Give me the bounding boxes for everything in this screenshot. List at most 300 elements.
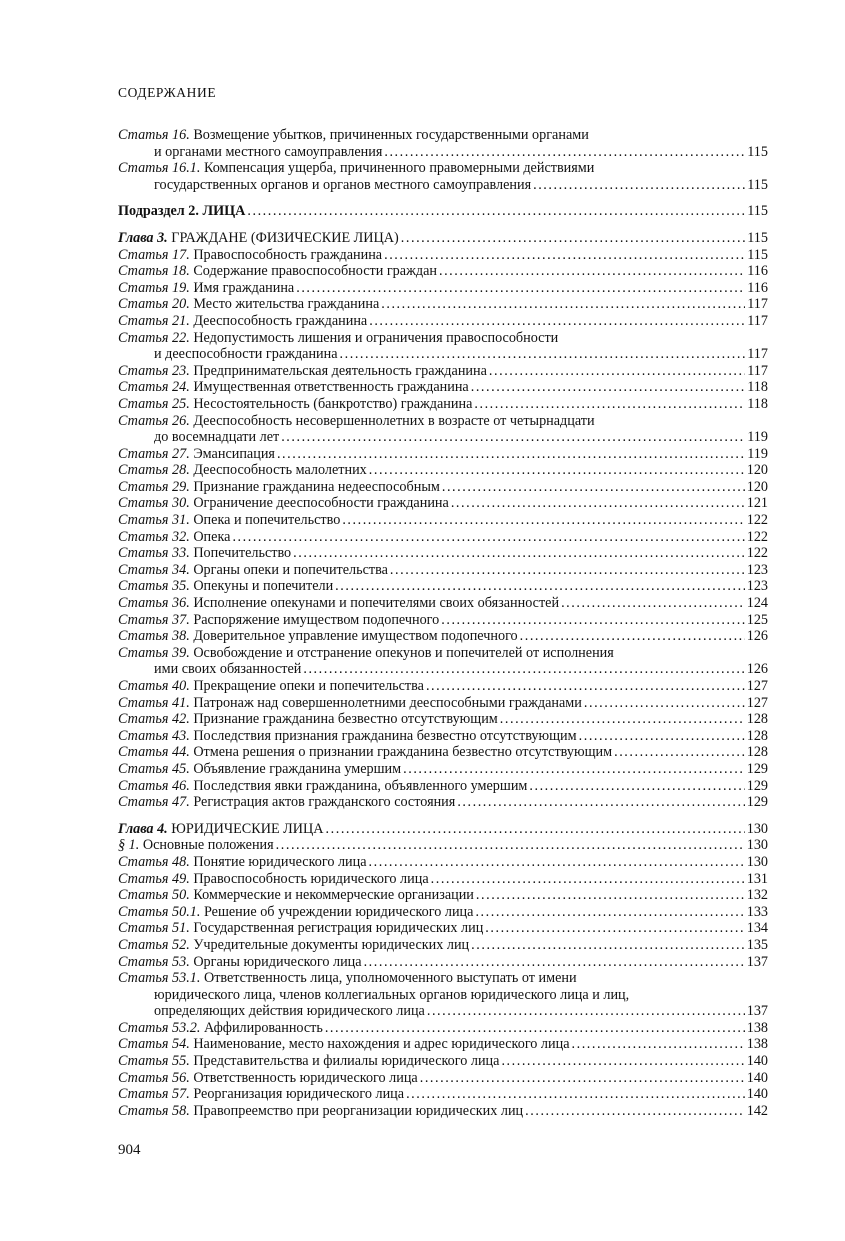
entry-page-number: 125 xyxy=(746,611,768,628)
entry-page-number: 119 xyxy=(747,429,768,446)
entry-title: Основные положения xyxy=(142,837,274,854)
toc-line xyxy=(118,645,768,662)
dot-leader xyxy=(572,1036,745,1053)
entry-page-number: 140 xyxy=(746,1053,768,1070)
toc-line xyxy=(118,545,768,562)
entry-page-number: 118 xyxy=(747,395,768,412)
toc-entry[interactable] xyxy=(118,462,768,479)
toc-line xyxy=(118,695,768,712)
dot-leader xyxy=(384,144,745,161)
entry-label: Статья 48. xyxy=(118,853,190,870)
toc-entry[interactable] xyxy=(118,413,768,446)
entry-title: Ответственность лица, уполномоченного выступать от имени xyxy=(203,970,577,987)
entry-title: Регистрация актов гражданского состояния xyxy=(193,794,456,811)
toc-line xyxy=(118,778,768,795)
toc-entry[interactable] xyxy=(118,628,768,645)
dot-leader xyxy=(281,429,745,446)
dot-leader xyxy=(381,296,745,313)
entry-title: Ответственность юридического лица xyxy=(193,1069,418,1086)
dot-leader xyxy=(427,1003,745,1020)
entry-title: Органы опеки и попечительства xyxy=(193,561,388,578)
toc-line xyxy=(118,904,768,921)
entry-title: Представительства и филиалы юридического лица xyxy=(193,1053,500,1070)
entry-page-number: 138 xyxy=(746,1019,768,1036)
entry-title: Возмещение убытков, причиненных государственными органами xyxy=(193,127,589,143)
entry-title: Коммерческие и некоммерческие организации xyxy=(193,887,474,904)
entry-page-number: 122 xyxy=(746,512,768,529)
toc-entry[interactable] xyxy=(118,920,768,937)
entry-title: Патронаж над совершеннолетними дееспособными гражданами xyxy=(193,694,582,711)
entry-label: Статья 43. xyxy=(118,727,190,744)
entry-title: Органы юридического лица xyxy=(193,953,362,970)
toc-entry[interactable] xyxy=(118,794,768,811)
toc-line xyxy=(118,330,768,347)
toc-line xyxy=(118,203,768,220)
toc-line xyxy=(118,987,768,1004)
toc-entry[interactable] xyxy=(118,578,768,595)
toc-entry[interactable] xyxy=(118,545,768,562)
entry-label: Статья 37. xyxy=(118,611,190,628)
entry-label: Статья 52. xyxy=(118,936,190,953)
entry-label: Статья 23. xyxy=(118,362,190,379)
dot-leader xyxy=(369,854,745,871)
entry-title: Аффилированность xyxy=(203,1019,323,1036)
toc-line xyxy=(118,462,768,479)
entry-title: государственных органов и органов местного самоуправления xyxy=(154,176,532,193)
toc-line xyxy=(118,612,768,629)
entry-page-number: 140 xyxy=(746,1069,768,1086)
toc-entry[interactable] xyxy=(118,1103,768,1120)
page-number: 904 xyxy=(118,1142,141,1158)
entry-page-number: 132 xyxy=(746,887,768,904)
entry-title: и органами местного самоуправления xyxy=(154,143,383,160)
toc-line xyxy=(118,628,768,645)
entry-title: Прекращение опеки и попечительства xyxy=(193,678,424,694)
toc-entry[interactable] xyxy=(118,728,768,745)
dot-leader xyxy=(501,1053,744,1070)
entry-title: Имущественная ответственность гражданина xyxy=(193,379,469,396)
entry-label: Статья 47. xyxy=(118,794,190,811)
entry-page-number: 137 xyxy=(746,953,768,970)
toc-entry[interactable] xyxy=(118,612,768,629)
dot-leader xyxy=(500,711,745,728)
toc-line xyxy=(118,794,768,811)
entry-label: Статья 28. xyxy=(118,462,190,479)
entry-title: Решение об учреждении юридического лица xyxy=(203,903,474,920)
toc-line xyxy=(118,887,768,904)
entry-page-number: 115 xyxy=(747,176,768,193)
entry-title: Опека и попечительство xyxy=(193,512,341,529)
dot-leader xyxy=(520,628,745,645)
toc-entry[interactable] xyxy=(118,263,768,280)
entry-page-number: 115 xyxy=(747,143,768,160)
entry-title: Предпринимательская деятельность гражданина xyxy=(193,362,487,379)
dot-leader xyxy=(489,363,745,380)
entry-title: Учредительные документы юридических лиц xyxy=(193,936,470,953)
entry-page-number: 128 xyxy=(746,711,768,728)
dot-leader xyxy=(401,230,745,247)
entry-label: Статья 36. xyxy=(118,595,190,612)
entry-page-number: 120 xyxy=(746,462,768,479)
entry-page-number: 126 xyxy=(746,661,768,678)
toc-entry[interactable] xyxy=(118,379,768,396)
toc-line xyxy=(118,871,768,888)
toc-line xyxy=(118,970,768,987)
toc-line xyxy=(118,346,768,363)
toc-entry[interactable] xyxy=(118,280,768,297)
entry-title: Объявление гражданина умершим xyxy=(193,760,402,777)
toc-line xyxy=(118,854,768,871)
entry-title: Попечительство xyxy=(193,545,292,562)
entry-label: Статья 42. xyxy=(118,711,190,728)
toc-entry[interactable] xyxy=(118,512,768,529)
toc-line xyxy=(118,661,768,678)
toc-entry[interactable] xyxy=(118,887,768,904)
entry-title: Имя гражданина xyxy=(193,279,295,296)
entry-label: Статья 35. xyxy=(118,578,190,595)
entry-title: юридического лица, членов коллегиальных органов юридического лица и лиц, xyxy=(154,986,630,1003)
toc-entry[interactable] xyxy=(118,313,768,330)
entry-page-number: 115 xyxy=(747,203,768,220)
entry-title: Понятие юридического лица xyxy=(193,853,367,870)
table-of-contents xyxy=(118,127,768,1119)
entry-title: Государственная регистрация юридических лиц xyxy=(193,920,484,937)
entry-page-number: 130 xyxy=(746,820,768,837)
toc-entry[interactable] xyxy=(118,970,768,1020)
dot-leader xyxy=(614,744,745,761)
toc-line xyxy=(118,413,768,430)
toc-line xyxy=(118,837,768,854)
entry-page-number: 137 xyxy=(746,1003,768,1020)
entry-title: Доверительное управление имуществом подопечного xyxy=(193,628,518,645)
entry-title: Опекуны и попечители xyxy=(193,578,334,595)
dot-leader xyxy=(476,887,745,904)
dot-leader xyxy=(533,177,745,194)
entry-label: Статья 34. xyxy=(118,561,190,578)
toc-entry[interactable] xyxy=(118,1086,768,1103)
toc-line xyxy=(118,363,768,380)
entry-page-number: 119 xyxy=(747,445,768,462)
entry-label: Статья 30. xyxy=(118,495,190,512)
entry-page-number: 117 xyxy=(747,346,768,363)
entry-page-number: 123 xyxy=(746,561,768,578)
entry-title: Дееспособность малолетних xyxy=(193,462,367,479)
entry-page-number: 117 xyxy=(747,296,768,313)
dot-leader xyxy=(485,920,744,937)
toc-entry[interactable] xyxy=(118,711,768,728)
dot-leader xyxy=(475,904,744,921)
toc-section[interactable] xyxy=(118,203,768,220)
toc-entry[interactable] xyxy=(118,695,768,712)
entry-title: Исполнение опекунами и попечителями своих обязанностей xyxy=(193,595,560,612)
dot-leader xyxy=(406,1086,745,1103)
entry-page-number: 140 xyxy=(746,1086,768,1103)
toc-line xyxy=(118,1053,768,1070)
dot-leader xyxy=(369,313,745,330)
entry-label: Статья 20. xyxy=(118,296,190,313)
dot-leader xyxy=(390,562,745,579)
toc-entry[interactable] xyxy=(118,854,768,871)
entry-label: Статья 46. xyxy=(118,777,190,794)
toc-entry[interactable] xyxy=(118,160,768,193)
entry-label: Статья 33. xyxy=(118,545,190,562)
toc-line xyxy=(118,744,768,761)
entry-page-number: 138 xyxy=(746,1036,768,1053)
dot-leader xyxy=(342,512,744,529)
dot-leader xyxy=(369,462,745,479)
toc-entry[interactable] xyxy=(118,1053,768,1070)
toc-entry[interactable] xyxy=(118,954,768,971)
entry-page-number: 134 xyxy=(746,920,768,937)
dot-leader xyxy=(325,1020,745,1037)
dot-leader xyxy=(529,778,744,795)
toc-line xyxy=(118,678,768,695)
toc-line xyxy=(118,230,768,247)
entry-page-number: 118 xyxy=(747,379,768,396)
toc-line xyxy=(118,1070,768,1087)
entry-label: Статья 49. xyxy=(118,870,190,887)
toc-line xyxy=(118,247,768,264)
dot-leader xyxy=(296,280,745,297)
entry-label: Статья 27. xyxy=(118,445,190,462)
toc-entry[interactable] xyxy=(118,446,768,463)
entry-page-number: 115 xyxy=(747,246,768,263)
toc-entry[interactable] xyxy=(118,127,768,160)
entry-label: Статья 31. xyxy=(118,512,190,529)
entry-label: Статья 22. xyxy=(118,329,190,346)
toc-entry[interactable] xyxy=(118,678,768,695)
entry-title: Несостоятельность (банкротство) гражданина xyxy=(193,395,473,412)
toc-line xyxy=(118,127,768,144)
entry-page-number: 123 xyxy=(746,578,768,595)
entry-label: Статья 17. xyxy=(118,246,190,263)
toc-line xyxy=(118,396,768,413)
entry-page-number: 115 xyxy=(747,229,768,246)
dot-leader xyxy=(439,263,745,280)
entry-title: ими своих обязанностей xyxy=(154,661,302,678)
dot-leader xyxy=(471,379,746,396)
entry-page-number: 116 xyxy=(747,263,768,280)
toc-line xyxy=(118,144,768,161)
toc-line xyxy=(118,160,768,177)
toc-line xyxy=(118,1036,768,1053)
dot-leader xyxy=(293,545,745,562)
toc-line xyxy=(118,937,768,954)
toc-line xyxy=(118,920,768,937)
entry-page-number: 117 xyxy=(747,362,768,379)
entry-label: Статья 54. xyxy=(118,1036,190,1053)
running-header: СОДЕРЖАНИЕ xyxy=(118,85,217,100)
entry-page-number: 130 xyxy=(746,853,768,870)
entry-page-number: 129 xyxy=(746,777,768,794)
toc-entry[interactable] xyxy=(118,837,768,854)
toc-entry[interactable] xyxy=(118,479,768,496)
toc-line xyxy=(118,578,768,595)
dot-leader xyxy=(426,678,745,695)
entry-label: Статья 44. xyxy=(118,744,190,761)
entry-label: Статья 53.1. xyxy=(118,970,201,987)
entry-label: Статья 45. xyxy=(118,760,190,777)
entry-label: Статья 58. xyxy=(118,1102,190,1119)
toc-line xyxy=(118,562,768,579)
toc-line xyxy=(118,761,768,778)
toc-entry[interactable] xyxy=(118,247,768,264)
toc-line xyxy=(118,379,768,396)
entry-title: Наименование, место нахождения и адрес юридического лица xyxy=(193,1036,570,1053)
toc-entry[interactable] xyxy=(118,363,768,380)
entry-title: и дееспособности гражданина xyxy=(154,346,338,363)
entry-label: Статья 53. xyxy=(118,953,190,970)
toc-line xyxy=(118,446,768,463)
dot-leader xyxy=(561,595,745,612)
toc-line xyxy=(118,1020,768,1037)
entry-title: Ограничение дееспособности гражданина xyxy=(193,495,449,512)
entry-label: Статья 39. xyxy=(118,644,190,661)
toc-line xyxy=(118,177,768,194)
entry-title: Дееспособность гражданина xyxy=(193,312,368,329)
entry-title: Опека xyxy=(193,528,231,545)
toc-line xyxy=(118,429,768,446)
toc-line xyxy=(118,728,768,745)
entry-title: Недопустимость лишения и ограничения правоспособности xyxy=(193,329,559,346)
entry-title: определяющих действия юридического лица xyxy=(154,1003,425,1020)
toc-entry[interactable] xyxy=(118,495,768,512)
dot-leader xyxy=(364,954,745,971)
toc-entry[interactable] xyxy=(118,1020,768,1037)
entry-label: Статья 53.2. xyxy=(118,1019,201,1036)
toc-entry[interactable] xyxy=(118,529,768,546)
entry-label: Глава 4. xyxy=(118,820,168,837)
entry-title: Место жительства гражданина xyxy=(193,296,380,313)
toc-entry[interactable] xyxy=(118,296,768,313)
entry-page-number: 122 xyxy=(746,545,768,562)
entry-title: Правопреемство при реорганизации юридических лиц xyxy=(193,1102,524,1119)
entry-title: ЛИЦА xyxy=(202,203,246,220)
entry-label: Статья 25. xyxy=(118,395,190,412)
entry-title: ГРАЖДАНЕ (ФИЗИЧЕСКИЕ ЛИЦА) xyxy=(171,229,399,246)
entry-label: Статья 50. xyxy=(118,887,190,904)
dot-leader xyxy=(431,871,745,888)
entry-title: Признание гражданина недееспособным xyxy=(193,478,440,495)
dot-leader xyxy=(303,661,744,678)
entry-title: Распоряжение имуществом подопечного xyxy=(193,611,440,628)
toc-entry[interactable] xyxy=(118,1070,768,1087)
toc-line xyxy=(118,821,768,838)
entry-title: Дееспособность несовершеннолетних в возрасте от четырнадцати xyxy=(193,412,595,429)
toc-entry[interactable] xyxy=(118,1036,768,1053)
entry-label: Статья 51. xyxy=(118,920,190,937)
dot-leader xyxy=(384,247,745,264)
dot-leader xyxy=(340,346,746,363)
dot-leader xyxy=(420,1070,745,1087)
toc-line xyxy=(118,495,768,512)
entry-label: Статья 56. xyxy=(118,1069,190,1086)
dot-leader xyxy=(403,761,745,778)
entry-page-number: 127 xyxy=(746,694,768,711)
entry-label: Статья 16.1. xyxy=(118,160,201,177)
toc-entry[interactable] xyxy=(118,595,768,612)
entry-page-number: 128 xyxy=(746,744,768,761)
entry-label: Статья 41. xyxy=(118,694,190,711)
entry-label: Статья 16. xyxy=(118,127,190,143)
entry-label: Статья 19. xyxy=(118,279,190,296)
entry-page-number: 120 xyxy=(746,478,768,495)
dot-leader xyxy=(525,1103,745,1120)
toc-entry[interactable] xyxy=(118,871,768,888)
toc-line xyxy=(118,479,768,496)
entry-title: Последствия явки гражданина, объявленного умершим xyxy=(193,777,528,794)
toc-entry[interactable] xyxy=(118,904,768,921)
toc-line xyxy=(118,296,768,313)
dot-leader xyxy=(442,479,745,496)
entry-label: Статья 29. xyxy=(118,478,190,495)
dot-leader xyxy=(276,837,745,854)
entry-title: Правоспособность гражданина xyxy=(193,246,383,263)
toc-entry[interactable] xyxy=(118,562,768,579)
entry-page-number: 121 xyxy=(746,495,768,512)
entry-label: Статья 24. xyxy=(118,379,190,396)
toc-entry[interactable] xyxy=(118,396,768,413)
toc-entry[interactable] xyxy=(118,744,768,761)
entry-title: Эмансипация xyxy=(193,445,275,462)
dot-leader xyxy=(451,495,745,512)
toc-entry[interactable] xyxy=(118,937,768,954)
toc-line xyxy=(118,1003,768,1020)
toc-entry[interactable] xyxy=(118,645,768,678)
toc-line xyxy=(118,529,768,546)
dot-leader xyxy=(277,446,745,463)
entry-page-number: 142 xyxy=(746,1102,768,1119)
entry-title: Признание гражданина безвестно отсутствующим xyxy=(193,711,498,728)
toc-chapter[interactable] xyxy=(118,821,768,838)
entry-title: Правоспособность юридического лица xyxy=(193,870,429,887)
toc-line xyxy=(118,263,768,280)
entry-page-number: 129 xyxy=(746,794,768,811)
entry-page-number: 135 xyxy=(746,936,768,953)
entry-page-number: 122 xyxy=(746,528,768,545)
entry-label: Статья 18. xyxy=(118,263,190,280)
toc-line xyxy=(118,280,768,297)
entry-label: Статья 21. xyxy=(118,312,190,329)
toc-chapter[interactable] xyxy=(118,230,768,247)
toc-entry[interactable] xyxy=(118,778,768,795)
entry-label: Статья 32. xyxy=(118,528,190,545)
entry-page-number: 126 xyxy=(746,628,768,645)
dot-leader xyxy=(471,937,745,954)
toc-line xyxy=(118,512,768,529)
dot-leader xyxy=(474,396,745,413)
entry-label: Статья 26. xyxy=(118,412,190,429)
entry-page-number: 133 xyxy=(746,903,768,920)
entry-label: Статья 55. xyxy=(118,1053,190,1070)
entry-page-number: 117 xyxy=(747,312,768,329)
dot-leader xyxy=(232,529,744,546)
toc-line xyxy=(118,313,768,330)
entry-label: § 1. xyxy=(118,837,140,854)
toc-entry[interactable] xyxy=(118,330,768,363)
entry-page-number: 129 xyxy=(746,760,768,777)
toc-entry[interactable] xyxy=(118,761,768,778)
entry-title: Реорганизация юридического лица xyxy=(193,1086,405,1103)
entry-label: Статья 50.1. xyxy=(118,903,201,920)
entry-title: Последствия признания гражданина безвестно отсутствующим xyxy=(193,727,577,744)
toc-line xyxy=(118,1103,768,1120)
dot-leader xyxy=(335,578,745,595)
entry-label: Статья 40. xyxy=(118,678,190,694)
entry-title: Отмена решения о признании гражданина безвестно отсутствующим xyxy=(193,744,613,761)
toc-line xyxy=(118,1086,768,1103)
dot-leader xyxy=(457,794,744,811)
